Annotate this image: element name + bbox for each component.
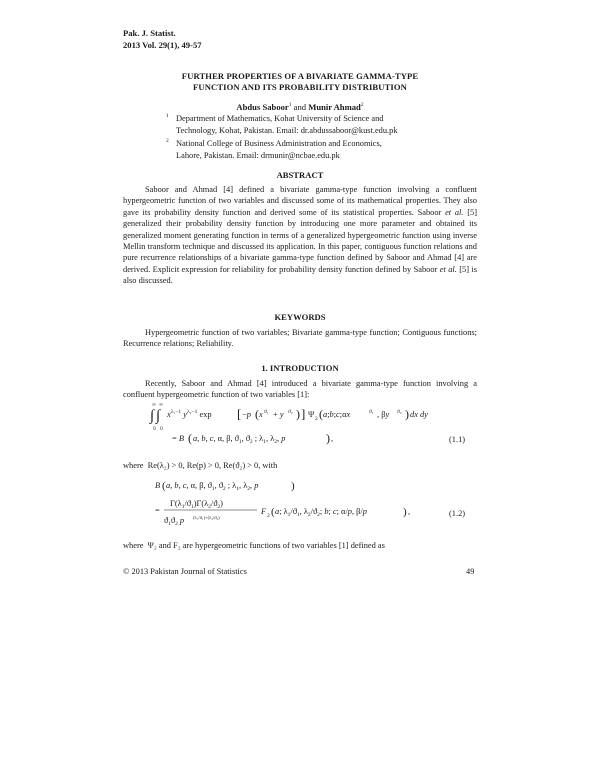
svg-text:ϑ1ϑ2 p: $ϑ_1ϑ_2$ p — [164, 516, 185, 527]
where-line-2 — [123, 541, 385, 550]
abstract-body — [123, 184, 477, 287]
svg-text:∞: ∞ — [159, 402, 163, 408]
svg-text:F: F — [261, 507, 267, 516]
svg-text:(λ₁/ϑ₁)+(λ₂/ϑ₂): (λ₁/ϑ₁)+(λ₂/ϑ₂) — [193, 515, 220, 520]
equation-1-1 — [148, 401, 468, 451]
affiliation-1-number: 1 — [166, 113, 169, 119]
svg-text:0: 0 — [153, 426, 156, 432]
abstract-text-a: Saboor and Ahmad [4] defined a bivariate gamma-type function involving a confluent hypergeometric function of two variables and discussed some of its mathematical properties. They also gave its probability density function and derived some of its statistical properties. Saboor — [123, 185, 477, 217]
svg-text:ϑ₂: ϑ₂ — [288, 409, 293, 415]
svg-text:B: B — [155, 481, 161, 490]
equation-1-2 — [148, 478, 468, 530]
introduction-body — [123, 378, 477, 401]
svg-text:): ) — [405, 407, 409, 421]
svg-text:): ) — [296, 407, 300, 421]
author-2-sup: 2 — [360, 102, 364, 109]
where-1-math: Re(λ₂) > 0, Re(p) > 0, Re(ϑ₂) > 0, with — [147, 461, 278, 470]
where-line-1 — [123, 461, 277, 470]
svg-text:(: ( — [271, 506, 275, 518]
svg-text:(: ( — [188, 431, 192, 445]
affiliation-2-number: 2 — [166, 138, 169, 144]
svg-text:dx dy: dx dy — [410, 410, 428, 419]
where-1-word: where — [123, 461, 144, 470]
title-line-1: FURTHER PROPERTIES OF A BIVARIATE GAMMA-TYPE — [181, 71, 419, 81]
svg-text:a; λ1/ϑ1, λ2/ϑ2; b; c; α/p, β/: a; $\lambda_1/ϑ_1$, $\lambda_2/ϑ_2$; b; c; α/p, β/p — [275, 507, 367, 518]
svg-text:= B: = B — [172, 434, 184, 443]
equation-1-2-number: (1.2) — [449, 509, 466, 518]
journal-volume: 2013 Vol. 29(1), 49-57 — [123, 40, 202, 50]
svg-text:ϑ₁: ϑ₁ — [369, 409, 374, 415]
keywords-heading: KEYWORDS — [274, 312, 326, 322]
author-conjunction: and — [291, 102, 309, 112]
svg-text:∞: ∞ — [152, 402, 156, 408]
svg-text:Γ(λ1/ϑ1)Γ(λ2/ϑ2): $\Gamma(\lambda_1/ϑ_1)\Gamma(\lambda_2/ϑ_2)$ — [170, 499, 223, 510]
affiliation-2-line-2: Lahore, Pakistan. Email: drmunir@ncbae.edu.pk — [176, 150, 340, 160]
introduction-text: Recently, Saboor and Ahmad [4] introduced a bivariate gamma-type function involving a confluent hypergeometric function of two variables [1]: — [123, 379, 477, 400]
svg-text:ϑ₂: ϑ₂ — [397, 409, 402, 415]
title-line-2: FUNCTION AND ITS PROBABILITY DISTRIBUTION — [193, 82, 407, 92]
svg-text:): ) — [326, 431, 330, 445]
svg-text:Ψ: Ψ — [308, 410, 315, 419]
svg-text:,: , — [408, 507, 411, 516]
equation-1-2-svg — [148, 478, 468, 530]
author-2: Munir Ahmad — [308, 102, 361, 112]
author-list — [123, 102, 477, 112]
keywords-text: Hypergeometric function of two variables; Bivariate gamma-type function; Contiguous functions; Recurrence relations; Reliability. — [123, 328, 477, 349]
where-2-math: Ψ₂ and F₂ are hypergeometric functions of two variables [1] defined as — [147, 541, 385, 550]
equation-1-1-number: (1.1) — [449, 435, 466, 444]
where-2-word: where — [123, 541, 144, 550]
svg-text:2: 2 — [315, 416, 318, 422]
author-1: Abdus Saboor — [236, 102, 289, 112]
svg-text:a, b, c, α, β, ϑ1, ϑ2 ; λ1, λ2: a, b, c, α, β, $ϑ_1$, $ϑ_2$ ; $\lambda_1$, $\lambda_2$, p — [166, 481, 259, 492]
svg-text:=: = — [155, 506, 160, 515]
svg-text:0: 0 — [160, 426, 163, 432]
svg-text:x: x — [259, 410, 263, 419]
journal-header — [123, 27, 202, 51]
author-1-sup: 1 — [288, 102, 292, 109]
svg-text:a, b, c, α, β, ϑ1, ϑ2 ; λ1, λ2: a, b, c, α, β, $ϑ_1$, $ϑ_2$ ; $\lambda_1$, $\lambda_2$, p — [193, 434, 286, 445]
svg-text:(: ( — [255, 407, 259, 421]
abstract-text-c: [5] is also discussed. — [123, 264, 478, 286]
svg-text:∫: ∫ — [156, 408, 161, 424]
svg-text:ϑ₁: ϑ₁ — [264, 409, 269, 415]
svg-text:xλ₁−1 yλ₂−1 exp: $x^{\lambda_1-1}$ $y^{\lambda_2-1}$ exp — [167, 409, 212, 419]
svg-text:, βy: , βy — [377, 410, 390, 419]
affiliation-1 — [166, 113, 398, 136]
footer-copyright: © 2013 Pakistan Journal of Statistics — [123, 567, 247, 576]
svg-text:]: ] — [301, 406, 306, 421]
svg-text:2: 2 — [267, 513, 270, 519]
abstract-etal-1: et al. — [445, 207, 464, 217]
svg-text:+ y: + y — [273, 410, 284, 419]
introduction-heading: 1. INTRODUCTION — [261, 363, 339, 373]
affiliation-2-line-1: National College of Business Administration and Economics, — [176, 139, 382, 148]
svg-text:[: [ — [237, 406, 242, 421]
abstract-etal-2: et al. — [439, 264, 457, 274]
journal-name: Pak. J. Statist. — [123, 28, 176, 38]
svg-text:(: ( — [319, 407, 323, 421]
svg-text:∫: ∫ — [150, 408, 155, 424]
abstract-text-b: [5] generalized their probability density function by introducing one more parameter and obtained its generalized moment generating function in terms of a generalized hypergeometric function using inverse Mellin transform technique and discussed its application. In this paper, contiguous function relations and pure recurrence relationships of a bivariate gamma-type function defined by Saboor and Ahmad [4] are derived. Explicit expression for reliability for probability density function defined by Saboor — [123, 207, 478, 274]
svg-text:): ) — [291, 480, 295, 492]
svg-text:a;b;c;αx: a;b;c;αx — [323, 410, 351, 419]
affiliation-2 — [166, 138, 382, 161]
paper-title — [123, 71, 477, 93]
equation-1-1-svg — [148, 401, 468, 451]
affiliation-1-line-1: Department of Mathematics, Kohat University of Science and — [176, 114, 384, 123]
svg-text:,: , — [331, 434, 334, 443]
keywords-body — [123, 327, 477, 350]
svg-text:−p: −p — [242, 410, 251, 419]
abstract-heading: ABSTRACT — [276, 170, 324, 180]
affiliation-1-line-2: Technology, Kohat, Pakistan. Email: dr.abdussaboor@kust.edu.pk — [176, 125, 398, 135]
svg-text:(: ( — [162, 480, 166, 492]
footer-page-number: 49 — [466, 567, 475, 576]
svg-text:): ) — [403, 506, 407, 518]
